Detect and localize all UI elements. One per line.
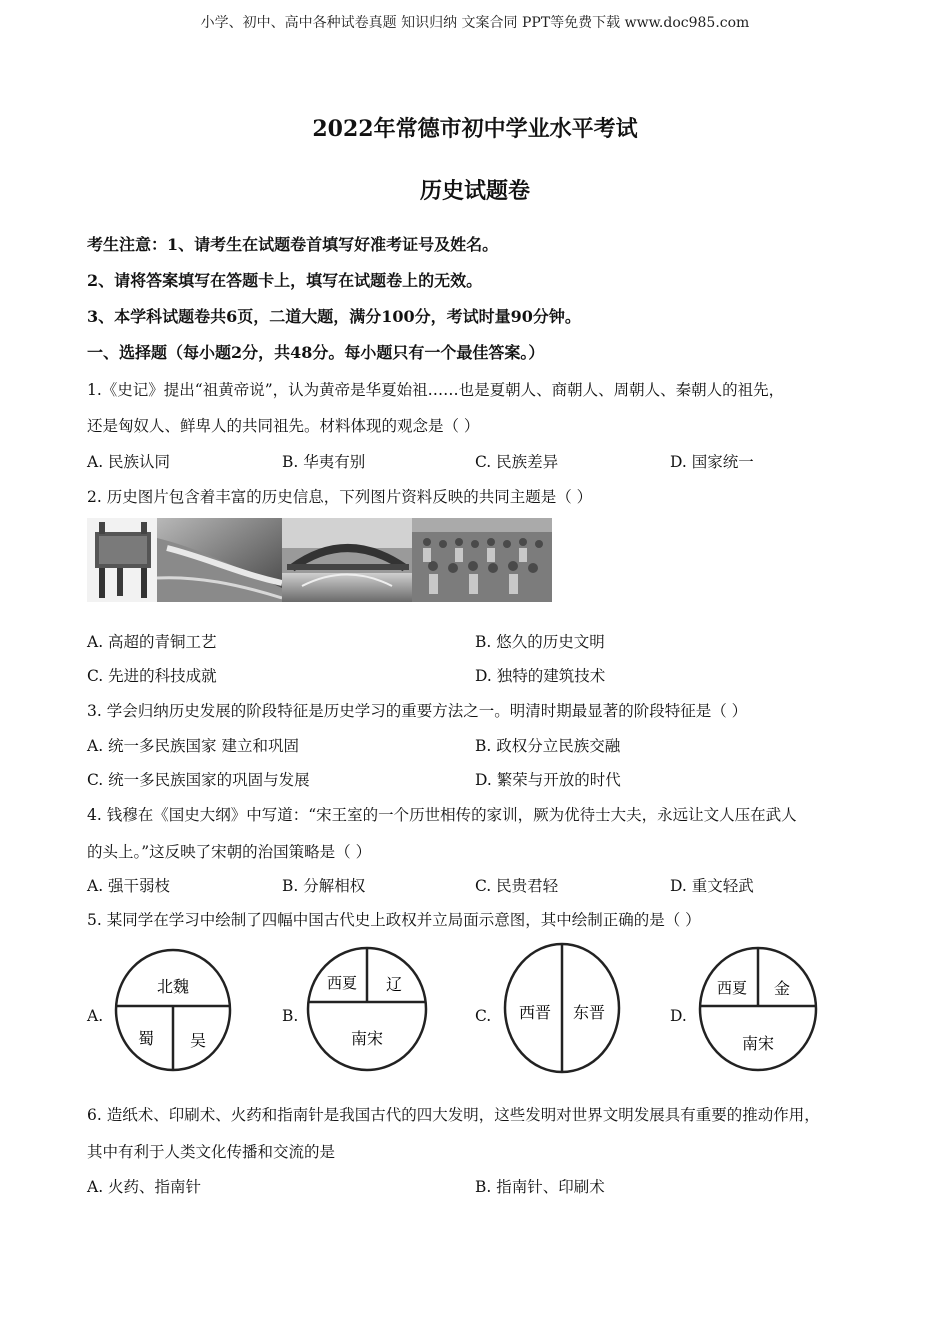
q4-text-line2: 的头上。”这反映了宋朝的治国策略是（ ）: [87, 843, 372, 861]
q5-label-a: A.: [87, 1007, 104, 1025]
q5-label-c: C.: [475, 1007, 492, 1025]
q5-diagram-b: [306, 946, 428, 1072]
page-header: 小学、初中、高中各种试卷真题 知识归纳 文案合同 PPT等免费下载 www.doc985.com: [200, 15, 750, 31]
exam-title: 2022年常德市初中学业水平考试: [312, 116, 638, 142]
note-1: 考生注意：1、请考生在试题卷首填写好准考证号及姓名。: [87, 235, 499, 254]
q5-diagram-a: [114, 948, 232, 1072]
bronze-ding-photo: [87, 518, 157, 602]
q6-text-line1: 6. 造纸术、印刷术、火药和指南针是我国古代的四大发明，这些发明对世界文明发展具有重要的推动作用，: [87, 1106, 820, 1124]
q5-b-region-bottom: 南宋: [350, 1031, 384, 1048]
q2-photo-strip: [87, 518, 552, 602]
q5-c-region-left: 西晋: [518, 1005, 552, 1022]
q5-b-region-right: 辽: [385, 977, 403, 994]
q1-option-c: C. 民族差异: [475, 453, 559, 471]
q6-text-line2: 其中有利于人类文化传播和交流的是: [87, 1143, 336, 1161]
exam-subtitle: 历史试题卷: [419, 178, 530, 204]
q5-c-region-right: 东晋: [572, 1005, 606, 1022]
note-2: 2、请将答案填写在答题卡上，填写在试题卷上的无效。: [87, 271, 483, 290]
q5-d-region-left: 西夏: [716, 980, 748, 997]
section-heading: 一、选择题（每小题2分，共48分。每小题只有一个最佳答案。）: [87, 343, 545, 362]
q5-a-region-top: 北魏: [156, 979, 190, 996]
q1-option-d: D. 国家统一: [670, 453, 754, 471]
q1-option-a: A. 民族认同: [87, 453, 171, 471]
q1-text-line2: 还是匈奴人、鲜卑人的共同祖先。材料体现的观念是（ ）: [87, 417, 480, 435]
q4-text-line1: 4. 钱穆在《国史大纲》中写道：“宋王室的一个历世相传的家训，厥为优待士大夫，永远让文人压在武人: [87, 806, 797, 824]
q5-diagram-c: [503, 942, 621, 1074]
q5-label-d: D.: [670, 1007, 687, 1025]
q3-text: 3. 学会归纳历史发展的阶段特征是历史学习的重要方法之一。明清时期最显著的阶段特征是（ ）: [87, 702, 748, 720]
q5-a-region-left: 蜀: [137, 1031, 155, 1048]
q2-option-d: D. 独特的建筑技术: [475, 667, 606, 685]
q4-option-a: A. 强干弱枝: [87, 877, 171, 895]
q1-option-b: B. 华夷有别: [282, 453, 366, 471]
q4-option-d: D. 重文轻武: [670, 877, 754, 895]
zhaozhou-bridge-photo: [282, 518, 412, 602]
q3-option-b: B. 政权分立民族交融: [475, 737, 621, 755]
q2-option-a: A. 高超的青铜工艺: [87, 633, 217, 651]
q5-b-region-left: 西夏: [326, 975, 358, 992]
q1-text-line1: 1.《史记》提出“祖黄帝说”，认为黄帝是华夏始祖……也是夏朝人、商朝人、周朝人、秦朝人的祖先，: [87, 381, 785, 399]
q5-d-region-bottom: 南宋: [741, 1036, 775, 1053]
q5-a-region-right: 吴: [189, 1033, 207, 1050]
q2-option-b: B. 悠久的历史文明: [475, 633, 605, 651]
q6-option-a: A. 火药、指南针: [87, 1178, 202, 1196]
q2-option-c: C. 先进的科技成就: [87, 667, 217, 685]
q6-option-b: B. 指南针、印刷术: [475, 1178, 605, 1196]
q3-option-a: A. 统一多民族国家 建立和巩固: [87, 737, 299, 755]
q5-label-b: B.: [282, 1007, 299, 1025]
terracotta-army-photo: [412, 518, 552, 602]
q3-option-c: C. 统一多民族国家的巩固与发展: [87, 771, 310, 789]
q4-option-b: B. 分解相权: [282, 877, 366, 895]
q5-d-region-right: 金: [773, 981, 791, 998]
q5-diagram-d: [698, 946, 818, 1072]
dujiangyan-photo: [157, 518, 282, 602]
q5-text: 5. 某同学在学习中绘制了四幅中国古代史上政权并立局面示意图，其中绘制正确的是（ ）: [87, 911, 701, 929]
q2-text: 2. 历史图片包含着丰富的历史信息，下列图片资料反映的共同主题是（ ）: [87, 488, 593, 506]
q3-option-d: D. 繁荣与开放的时代: [475, 771, 621, 789]
q4-option-c: C. 民贵君轻: [475, 877, 559, 895]
note-3: 3、本学科试题卷共6页，二道大题，满分100分，考试时量90分钟。: [87, 307, 581, 326]
